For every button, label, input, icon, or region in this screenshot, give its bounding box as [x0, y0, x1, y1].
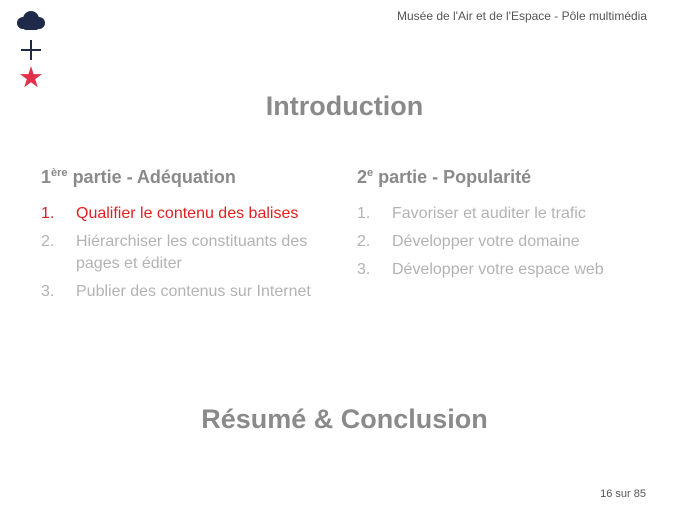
list-item-text: Qualifier le contenu des balises: [76, 205, 299, 222]
list-item-number: 3.: [357, 261, 371, 278]
left-item-list: [41, 203, 341, 303]
list-item-text: Favoriser et auditer le trafic: [392, 205, 586, 222]
plus-icon: [21, 40, 41, 60]
cloud-icon: [17, 11, 45, 30]
list-item-text: Développer votre domaine: [392, 233, 580, 250]
list-item-number: 2.: [357, 233, 371, 250]
list-item-number: 3.: [41, 283, 55, 300]
right-item-list: [357, 203, 657, 281]
list-item[interactable]: [357, 203, 657, 225]
list-item-text: Développer votre espace web: [392, 261, 604, 278]
right-heading-superscript: e: [367, 167, 374, 179]
list-item-text: Hiérarchiser les constituants des pages et éditer: [76, 233, 308, 272]
left-heading-superscript: ère: [51, 167, 68, 179]
left-heading-number: 1: [41, 167, 52, 187]
list-item-number: 1.: [41, 205, 55, 222]
list-item-text: Publier des contenus sur Internet: [76, 283, 311, 300]
left-column: [41, 167, 341, 309]
list-item[interactable]: [41, 281, 341, 303]
star-icon: [20, 66, 42, 87]
right-heading-number: 2: [357, 167, 368, 187]
list-item[interactable]: [357, 259, 657, 281]
page-counter: 16 sur 85: [600, 488, 646, 500]
museum-logo: [14, 10, 48, 92]
conclusion-title: Résumé & Conclusion: [201, 404, 488, 434]
right-column-heading: [357, 167, 657, 193]
list-item[interactable]: [41, 231, 341, 275]
left-heading-text: partie - Adéquation: [72, 167, 236, 187]
left-column-heading: [41, 167, 341, 193]
right-heading-text: partie - Popularité: [378, 167, 532, 187]
header-organization: Musée de l'Air et de l'Espace - Pôle multimédia: [396, 9, 647, 23]
slide-title: Introduction: [265, 91, 424, 121]
list-item-number: 2.: [41, 233, 55, 250]
right-column: [357, 167, 657, 287]
list-item-number: 1.: [357, 205, 371, 222]
list-item[interactable]: [41, 203, 341, 225]
list-item[interactable]: [357, 231, 657, 253]
